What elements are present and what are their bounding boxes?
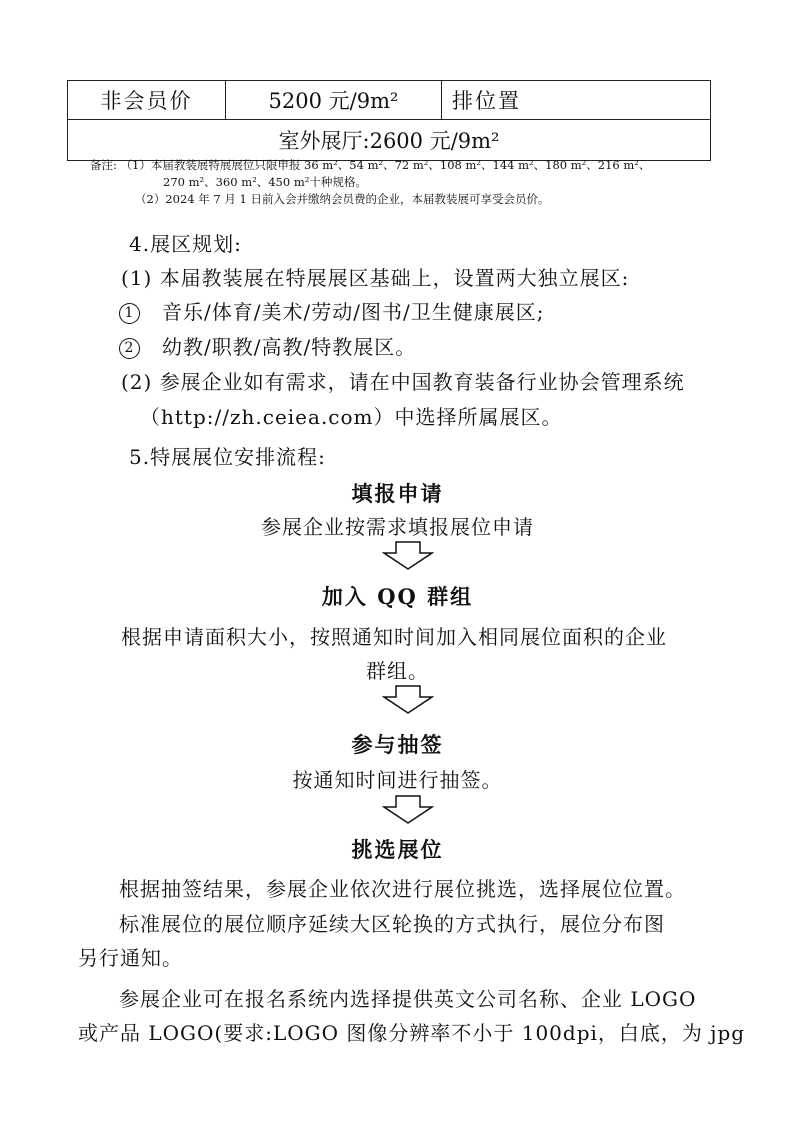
flow-step-3-desc: 按通知时间进行抽签。 [292,768,503,792]
section-5-heading: 5.特展展位安排流程: [129,445,326,469]
note-line-2: 270 m²、360 m²、450 m²十种规格。 [163,175,367,189]
section-4-heading: 4.展区规划: [129,232,242,256]
zone-list-item [119,296,544,325]
table-row [68,120,711,161]
table-row [68,81,711,120]
flow-step-2-desc-cont: 群组。 [366,659,429,683]
zone-list-item [119,331,416,360]
section-4-item-2-url-line: （http://zh.ceiea.com）中选择所属展区。 [140,405,563,429]
flow-step-4-title: 挑选展位 [351,837,444,862]
note-cell: 排位置 [442,81,711,120]
note-line-3: （2）2024 年 7 月 1 日前入会并缴纳会员费的企业，本届教装展可享受会员价。 [135,192,550,206]
circled-number-marker: 1 [119,303,140,324]
section-4-item-1: (1) 本届教装展在特展展区基础上，设置两大独立展区: [121,266,630,290]
zone-list-text: 幼教/职教/高教/特教展区。 [162,335,417,359]
paragraph-logo-cont: 或产品 LOGO(要求:LOGO 图像分辨率不小于 100dpi，白底，为 jpg [78,1021,746,1045]
paragraph-standard-booth: 标准展位的展位顺序延续大区轮换的方式执行，展位分布图 [119,912,665,936]
paragraph-standard-booth-cont: 另行通知。 [78,946,183,970]
member-type-cell: 非会员价 [68,81,226,120]
zone-list-text: 音乐/体育/美术/劳动/图书/卫生健康展区; [162,300,545,324]
flow-step-1-desc: 参展企业按需求填报展位申请 [261,515,534,539]
circled-number-marker: 2 [119,338,140,359]
down-arrow-icon [382,541,434,571]
section-4-item-2: (2) 参展企业如有需求，请在中国教育装备行业协会管理系统 [121,370,685,394]
flow-step-2-desc: 根据申请面积大小，按照通知时间加入相同展位面积的企业 [121,625,667,649]
outdoor-hall-cell: 室外展厅:2600 元/9m² [68,120,711,161]
price-table [67,80,711,161]
flow-step-3-title: 参与抽签 [351,732,444,757]
down-arrow-icon [382,795,434,825]
flow-step-1-title: 填报申请 [351,481,444,506]
down-arrow-icon [382,685,434,715]
price-cell: 5200 元/9m² [226,81,442,120]
table-notes [90,157,730,208]
paragraph-selection-result: 根据抽签结果，参展企业依次进行展位挑选，选择展位位置。 [119,877,686,901]
note-line-1: 备注: （1）本届教装展特展展位只限申报 36 m²、54 m²、72 m²、108 m²、144 m²、180 m²、216 m²、 [90,158,651,172]
paragraph-logo: 参展企业可在报名系统内选择提供英文公司名称、企业 LOGO [119,987,697,1011]
flow-step-2-title: 加入 QQ 群组 [321,584,474,609]
